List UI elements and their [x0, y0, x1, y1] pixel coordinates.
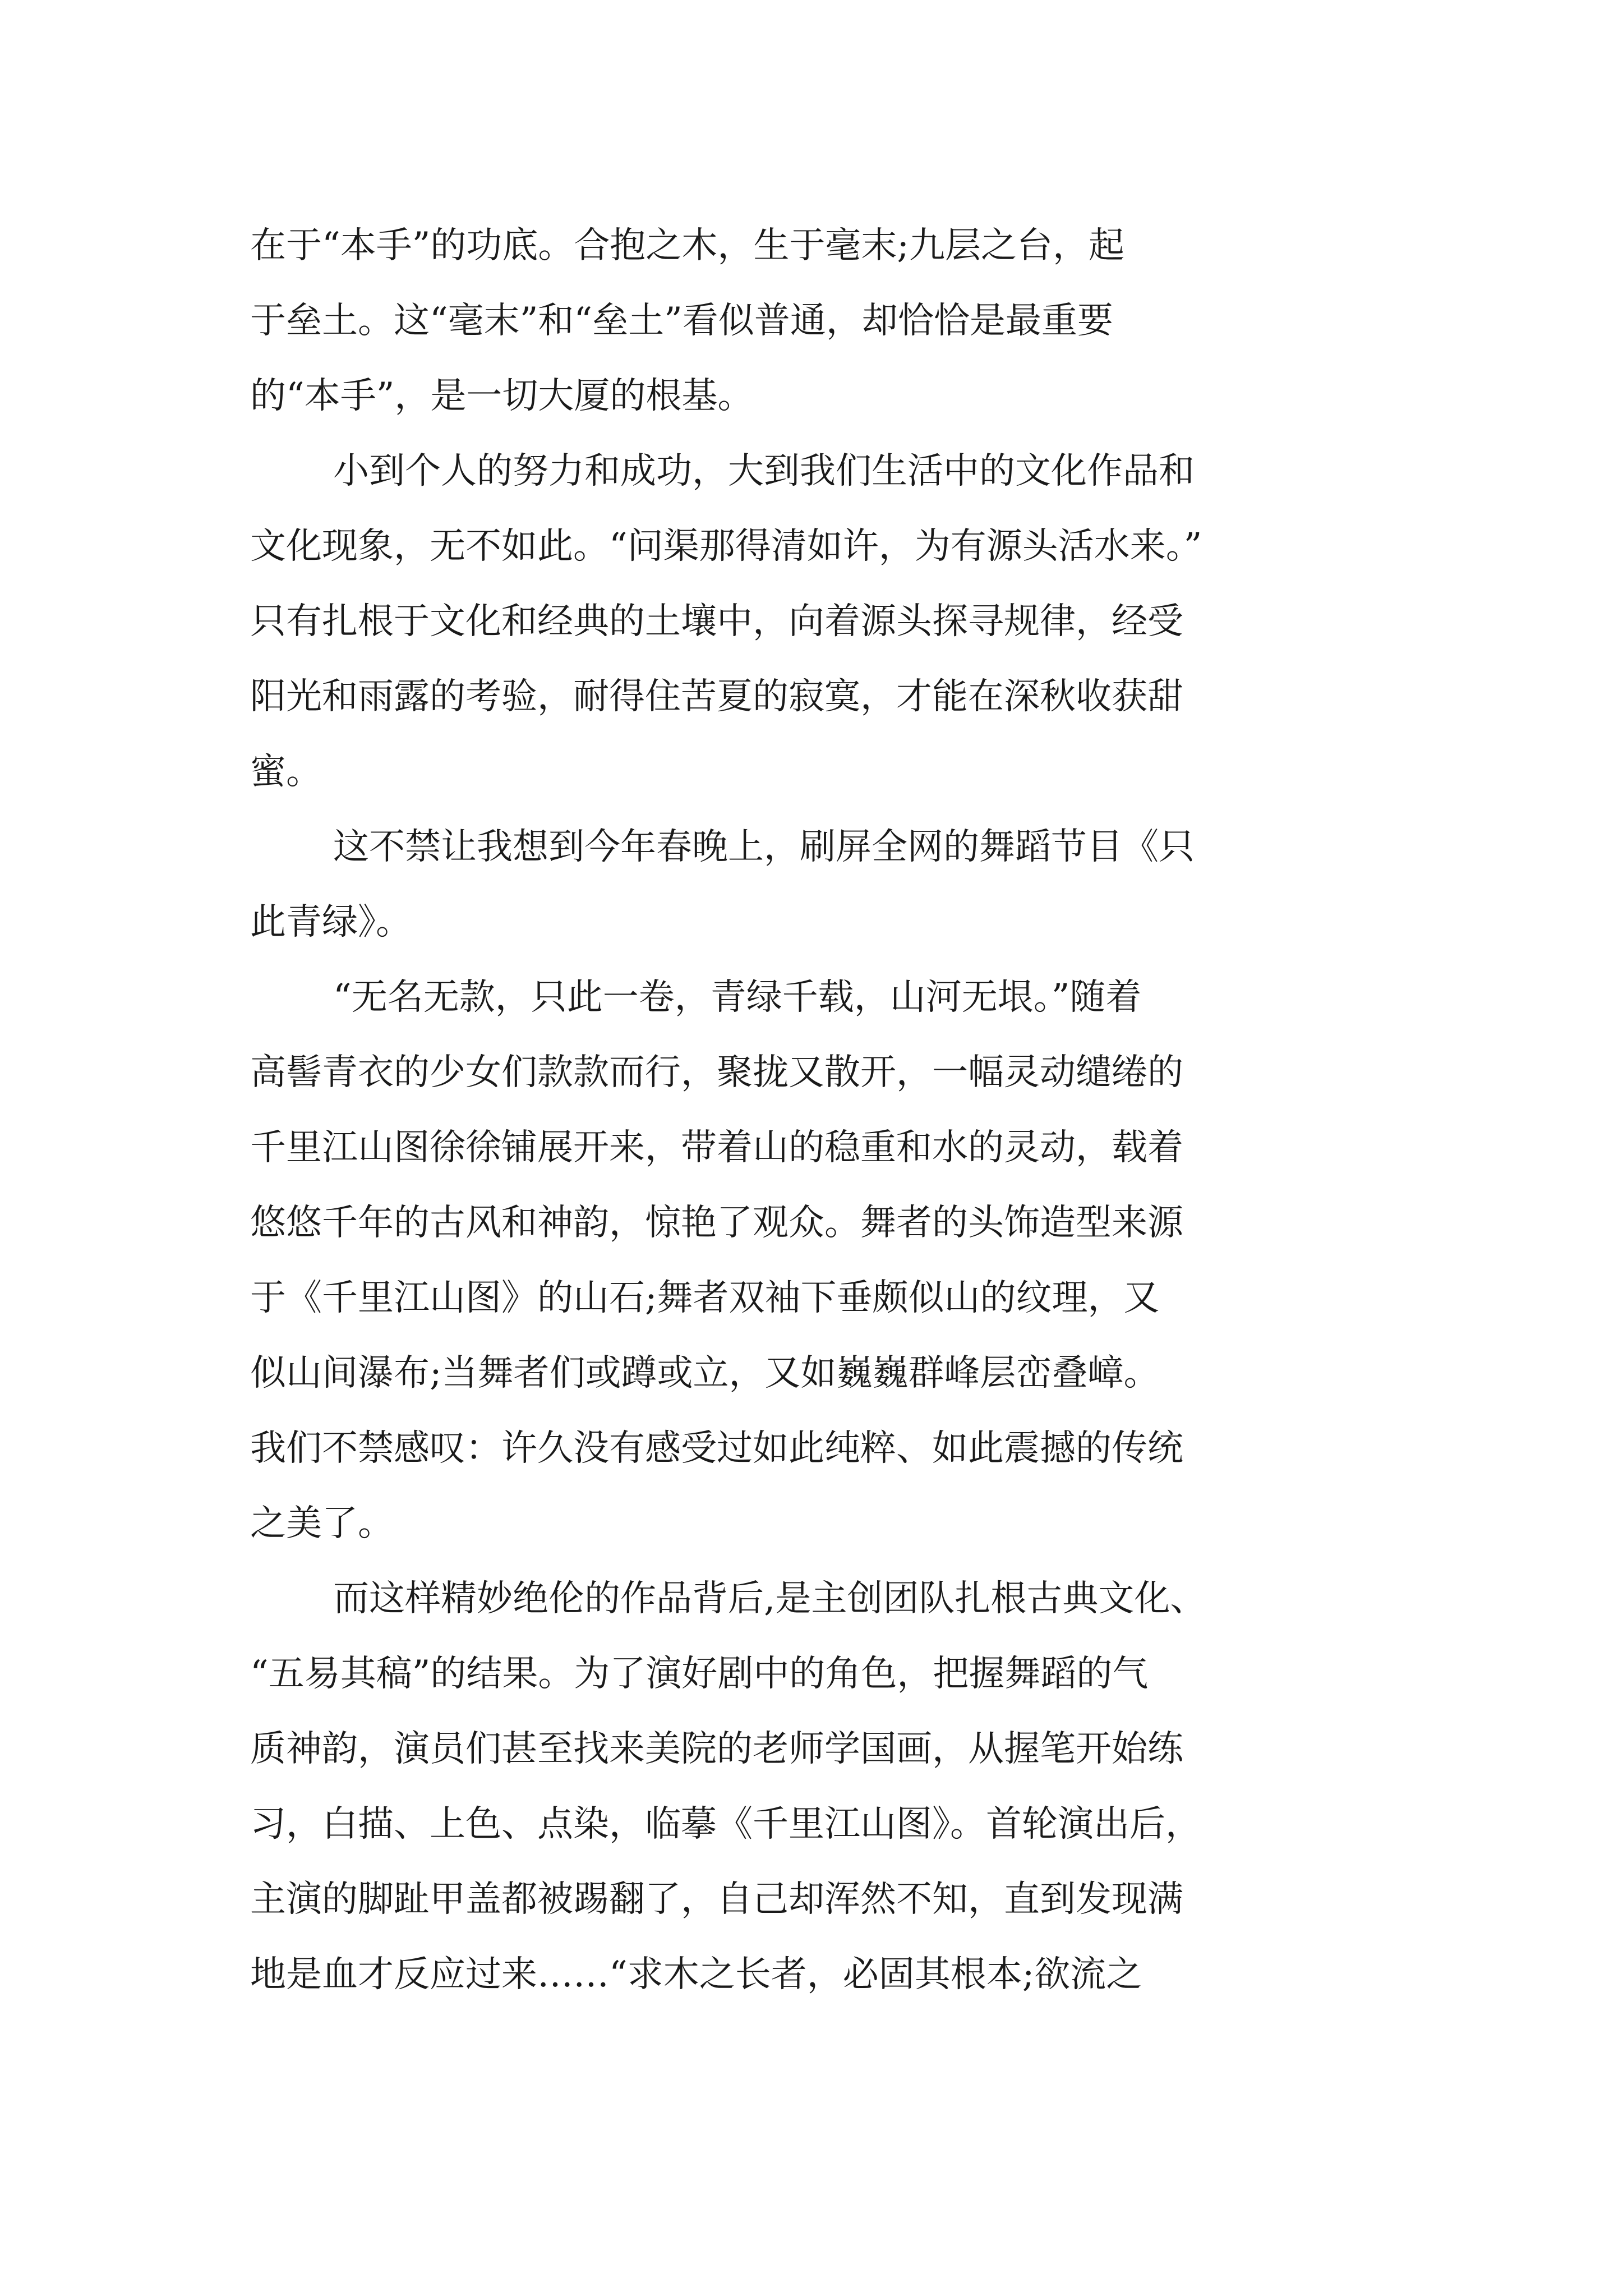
paragraph-5-line-3: 质神韵，演员们甚至找来美院的老师学国画，从握笔开始练 — [250, 1728, 1183, 1770]
paragraph-4-line-7: 我们不禁感叹：许久没有感受过如此纯粹、如此震撼的传统 — [250, 1428, 1183, 1469]
paragraph-4-line-5: 于《千里江山图》的山石;舞者双袖下垂颇似山的纹理，又 — [250, 1277, 1160, 1319]
paragraph-2-line-2: 文化现象，无不如此。“问渠那得清如许，为有源头活水来。” — [250, 526, 1202, 567]
paragraph-1-line-1: 在于“本手”的功底。合抱之木，生于毫末;九层之台，起 — [250, 225, 1124, 266]
paragraph-5-line-4: 习，白描、上色、点染，临摹《千里江山图》。首轮演出后， — [250, 1803, 1201, 1845]
paragraph-3-line-1: 这不禁让我想到今年春晚上，刷屏全网的舞蹈节目《只 — [333, 826, 1195, 868]
paragraph-4-line-2: 高髻青衣的少女们款款而行，聚拢又散开，一幅灵动缱绻的 — [250, 1052, 1183, 1093]
paragraph-4-line-1: “无名无款，只此一卷，青绿千载，山河无垠。”随着 — [333, 977, 1142, 1018]
paragraph-5-line-1: 而这样精妙绝伦的作品背后,是主创团队扎根古典文化、 — [333, 1578, 1206, 1619]
paragraph-3-line-2: 此青绿》。 — [250, 901, 412, 943]
paragraph-1-line-3: 的“本手”，是一切大厦的根基。 — [250, 375, 754, 417]
paragraph-4-line-4: 悠悠千年的古风和神韵，惊艳了观众。舞者的头饰造型来源 — [250, 1202, 1183, 1244]
paragraph-4-line-8: 之美了。 — [250, 1503, 394, 1544]
paragraph-1-line-2: 于垒土。这“毫末”和“垒土”看似普通，却恰恰是最重要 — [250, 300, 1113, 342]
paragraph-2-line-1: 小到个人的努力和成功，大到我们生活中的文化作品和 — [333, 450, 1195, 492]
paragraph-5-line-5: 主演的脚趾甲盖都被踢翻了，自己却浑然不知，直到发现满 — [250, 1879, 1183, 1920]
paragraph-5-line-6: 地是血才反应过来……“求木之长者，必固其根本;欲流之 — [250, 1954, 1142, 1995]
paragraph-4-line-6: 似山间瀑布;当舞者们或蹲或立，又如巍巍群峰层峦叠嶂。 — [250, 1352, 1160, 1394]
paragraph-2-line-4: 阳光和雨露的考验，耐得住苦夏的寂寞，才能在深秋收获甜 — [250, 676, 1183, 717]
paragraph-2-line-3: 只有扎根于文化和经典的土壤中，向着源头探寻规律，经受 — [250, 601, 1183, 642]
paragraph-4-line-3: 千里江山图徐徐铺展开来，带着山的稳重和水的灵动，载着 — [250, 1127, 1183, 1168]
paragraph-5-line-2: “五易其稿”的结果。为了演好剧中的角色，把握舞蹈的气 — [250, 1653, 1149, 1695]
paragraph-2-line-5: 蜜。 — [250, 751, 322, 793]
